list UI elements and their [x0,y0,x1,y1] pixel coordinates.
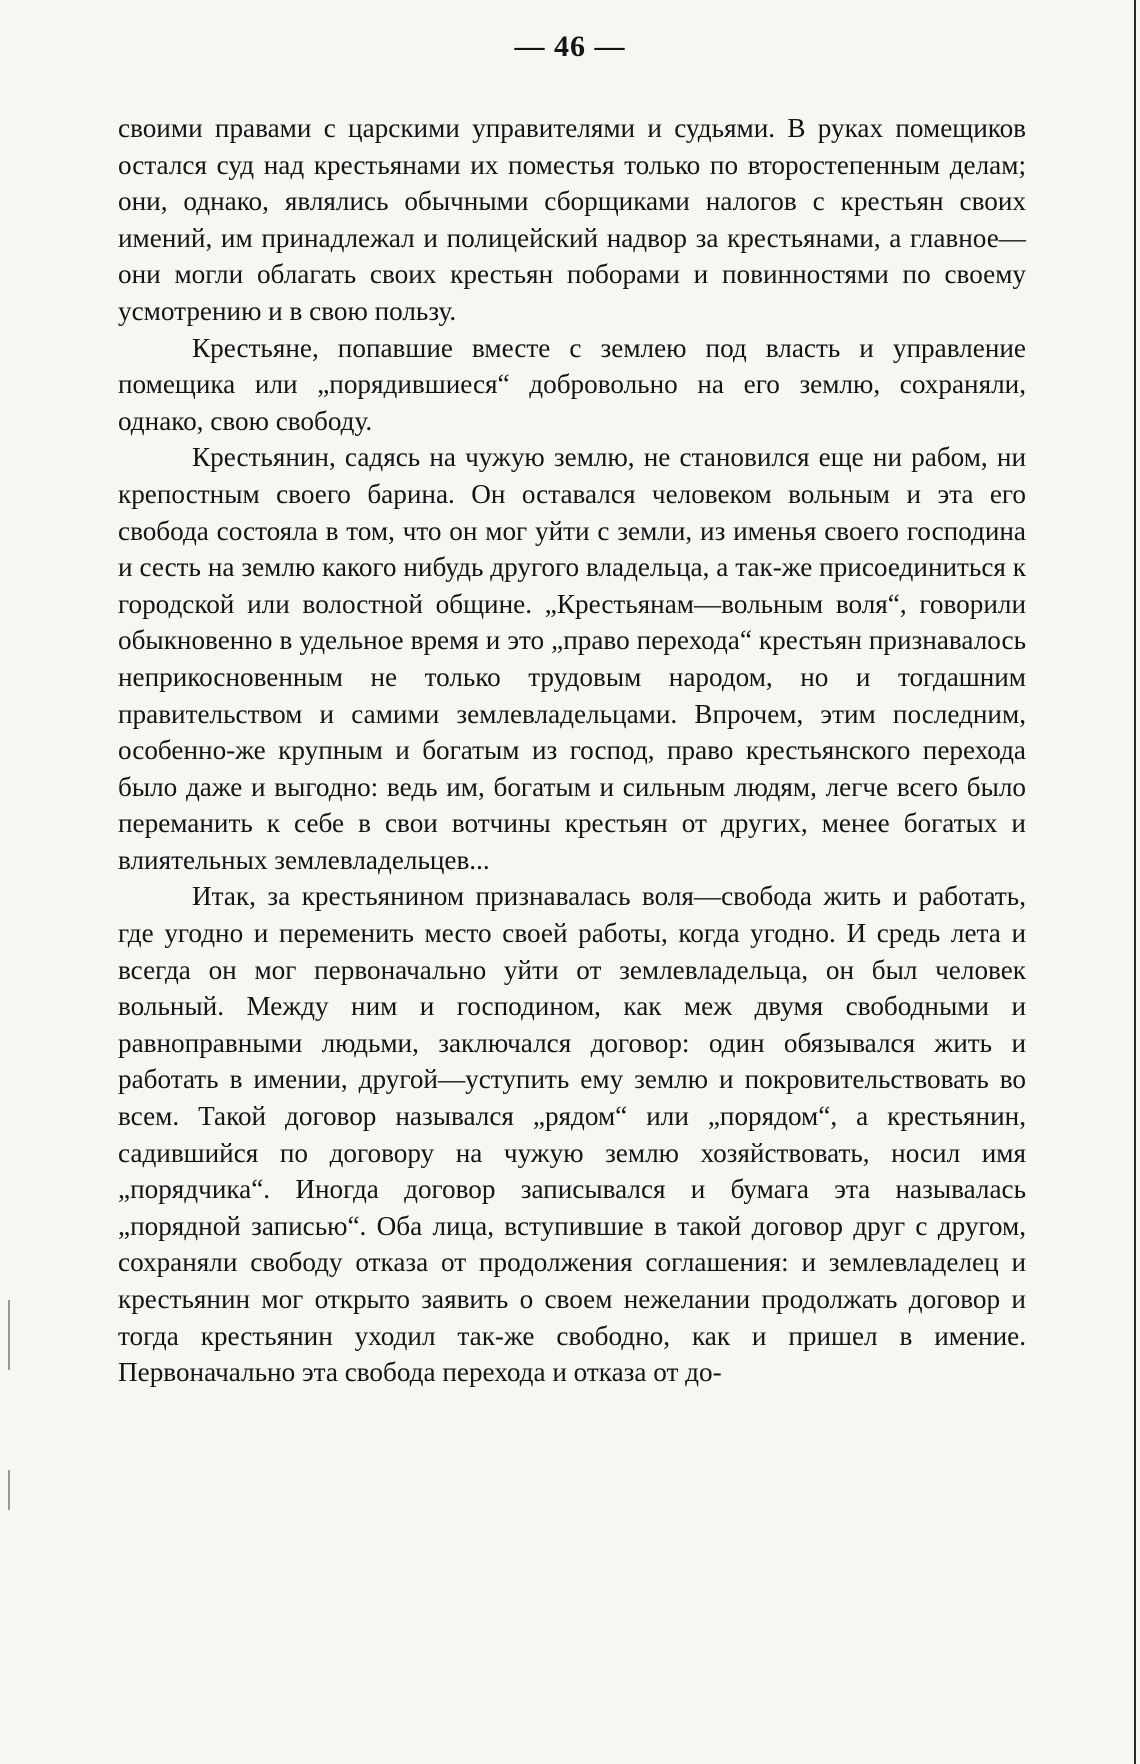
body-text [118,110,1026,1391]
page-number: — 46 — [514,30,626,63]
scan-edge-line [1134,0,1136,1764]
scan-speck [8,1470,10,1510]
paragraph-3: Крестьянин, садясь на чужую землю, не становился еще ни рабом, ни крепостным своего барина. Он оставался человеком вольным и эта его свобода состояла в том, что он мог уйти с земли, из именья своего господина и сесть на землю какого нибудь другого владельца, а так-же присоединиться к городской или волостной общине. „Крестьянам—вольным воля“, говорили обыкновенно в удельное время и это „право перехода“ крестьян признавалось неприкосновенным не только трудовым народом, но и тогдашним правительством и самими землевладельцами. Впрочем, этим последним, особенно-же крупным и богатым из господ, право крестьянского перехода было даже и выгодно: ведь им, богатым и сильным людям, легче всего было переманить к себе в свои вотчины крестьян от других, менее богатых и влиятельных землевладельцев... [118,442,1026,875]
paragraph-2: Крестьяне, попавшие вместе с землею под власть и управление помещика или „порядившиеся“ добровольно на его землю, сохраняли, однако, свою свободу. [118,332,1026,436]
scan-speck [8,1300,10,1370]
paragraph-4: Итак, за крестьянином признавалась воля—свобода жить и работать, где угодно и переменить место своей работы, когда угодно. И средь лета и всегда он мог первоначально уйти от землевладельца, он был человек вольный. Между ним и господином, как меж двумя свободными и равноправными людьми, заключался договор: один обязывался жить и работать в имении, другой—уступить ему землю и покровительствовать во всем. Такой договор назывался „рядом“ или „порядом“, а крестьянин, садившийся по договору на чужую землю хозяйствовать, носил имя „порядчика“. Иногда договор записывался и бумага эта называлась „порядной записью“. Оба лица, вступившие в такой договор друг с другом, сохраняли свободу отказа от продолжения соглашения: и землевладелец и крестьянин мог открыто заявить о своем нежелании продолжать договор и тогда крестьянин уходил так-же свободно, как и пришел в имение. Первоначально эта свобода перехода и отказа от до- [118,881,1026,1388]
paragraph-1: своими правами с царскими управителями и судьями. В руках помещиков остался суд над крестьянами их поместья только по второстепенным делам; они, однако, являлись обычными сборщиками налогов с крестьян своих имений, им принадлежал и полицейский надвор за крестьянами, а главное—они могли облагать своих крестьян поборами и повинностями по своему усмотрению и в свою пользу. [118,113,1026,326]
